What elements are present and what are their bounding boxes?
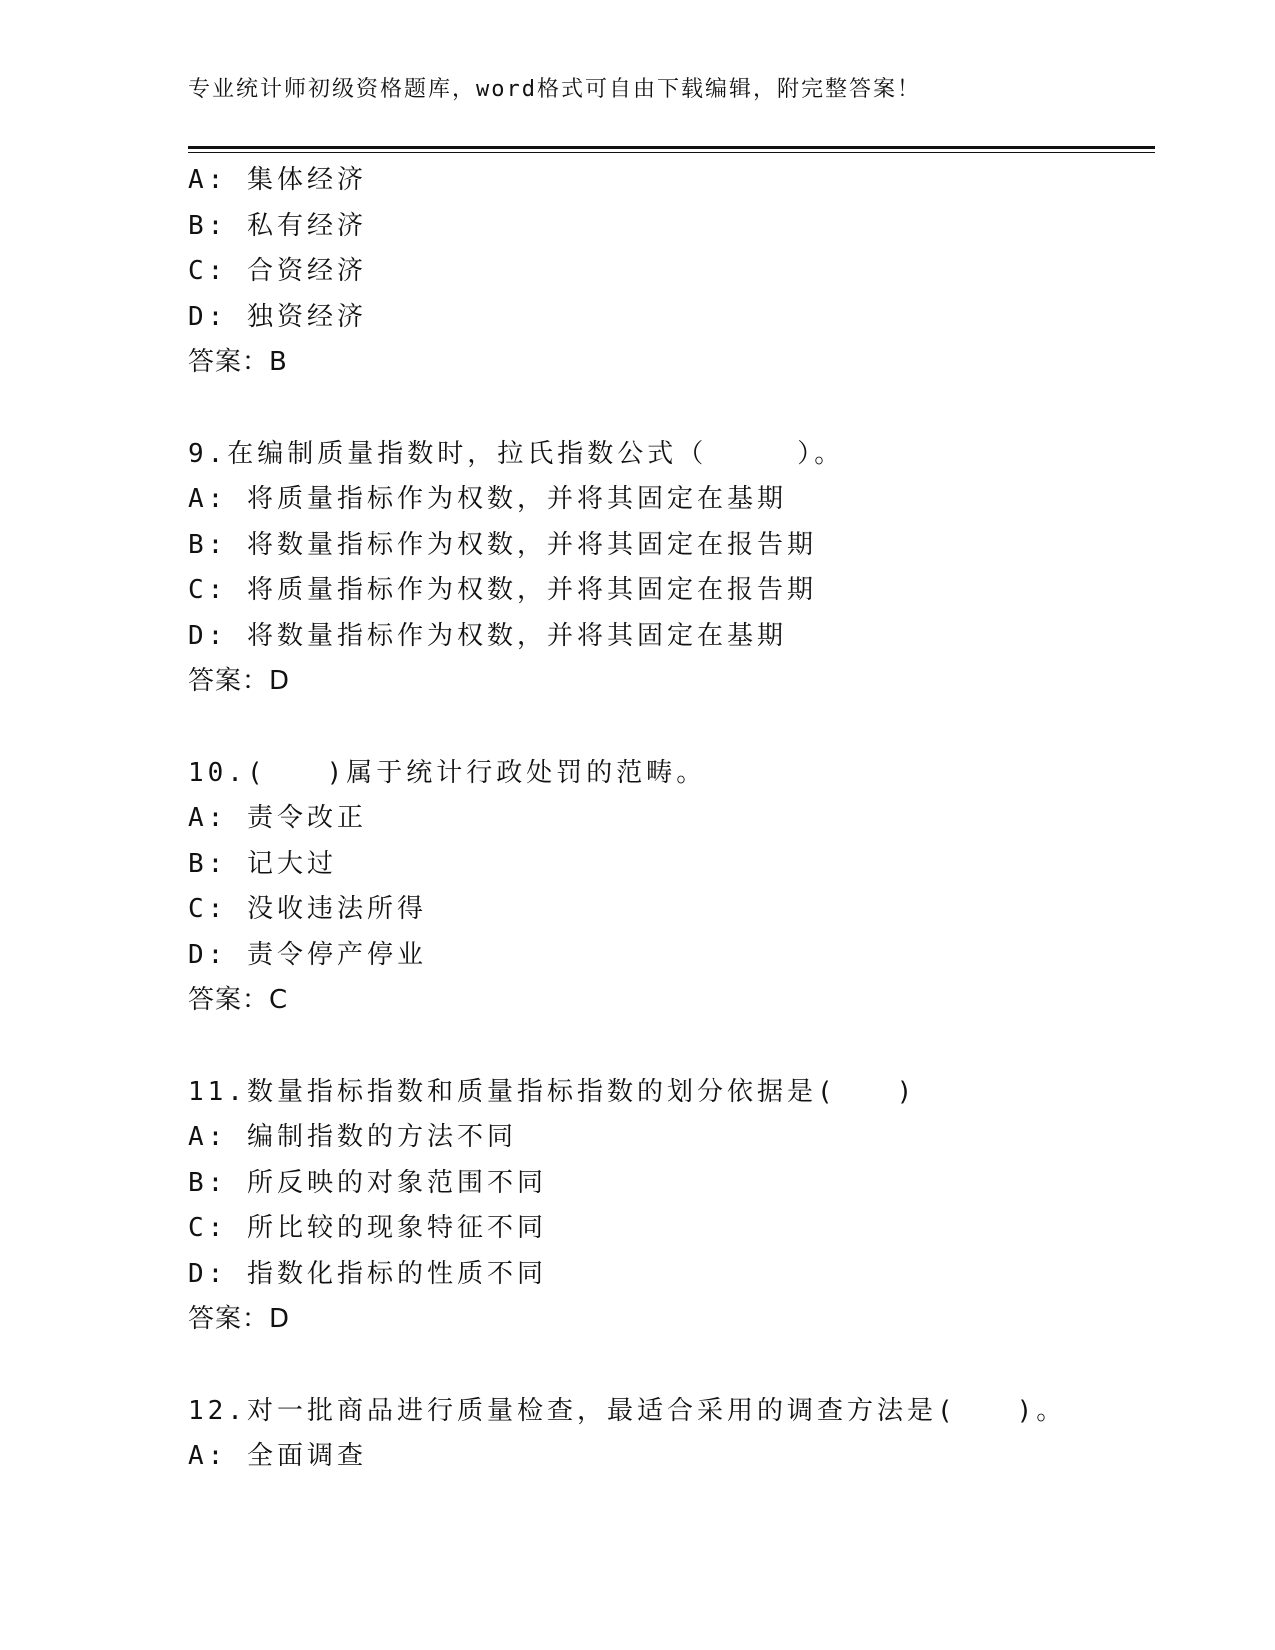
answer: 答案：D <box>188 666 291 696</box>
option-b: B: 私有经济 <box>188 210 367 241</box>
spacer <box>188 386 1168 432</box>
question-text: 9.在编制质量指数时，拉氏指数公式（ ）。 <box>188 438 845 469</box>
option-d: D: 独资经济 <box>188 301 367 332</box>
header-rule-thick <box>188 146 1155 149</box>
option-b: B: 记大过 <box>188 848 337 879</box>
question-block-8 <box>188 158 1168 386</box>
option-c: C: 合资经济 <box>188 256 367 286</box>
header-rule-thin <box>188 152 1155 153</box>
spacer <box>188 705 1168 751</box>
option-a: A: 责令改正 <box>188 803 367 833</box>
question-list <box>188 158 1168 1480</box>
question-text: 11.数量指标指数和质量指标指数的划分依据是( ) <box>188 1076 917 1107</box>
option-a: A: 集体经济 <box>188 165 367 195</box>
option-a: A: 全面调查 <box>188 1441 367 1471</box>
option-d: D: 责令停产停业 <box>188 939 427 970</box>
question-block-9 <box>188 432 1168 705</box>
answer: 答案：C <box>188 985 289 1015</box>
spacer <box>188 1024 1168 1070</box>
answer: 答案：B <box>188 347 288 377</box>
question-text: 10.( )属于统计行政处罚的范畴。 <box>188 757 707 788</box>
spacer <box>188 1343 1168 1389</box>
question-text: 12.对一批商品进行质量检查，最适合采用的调查方法是( )。 <box>188 1395 1067 1426</box>
page-header: 专业统计师初级资格题库，word格式可自由下载编辑，附完整答案！ <box>188 77 921 102</box>
question-block-10 <box>188 751 1168 1024</box>
option-d: D: 指数化指标的性质不同 <box>188 1258 547 1289</box>
option-b: B: 所反映的对象范围不同 <box>188 1167 547 1198</box>
question-block-11 <box>188 1070 1168 1343</box>
answer: 答案：D <box>188 1304 291 1334</box>
option-a: A: 将质量指标作为权数，并将其固定在基期 <box>188 484 787 514</box>
question-block-12 <box>188 1389 1168 1480</box>
option-a: A: 编制指数的方法不同 <box>188 1122 517 1152</box>
option-c: C: 没收违法所得 <box>188 894 427 924</box>
option-c: C: 所比较的现象特征不同 <box>188 1213 547 1243</box>
option-c: C: 将质量指标作为权数，并将其固定在报告期 <box>188 575 817 605</box>
option-b: B: 将数量指标作为权数，并将其固定在报告期 <box>188 529 817 560</box>
option-d: D: 将数量指标作为权数，并将其固定在基期 <box>188 620 787 651</box>
